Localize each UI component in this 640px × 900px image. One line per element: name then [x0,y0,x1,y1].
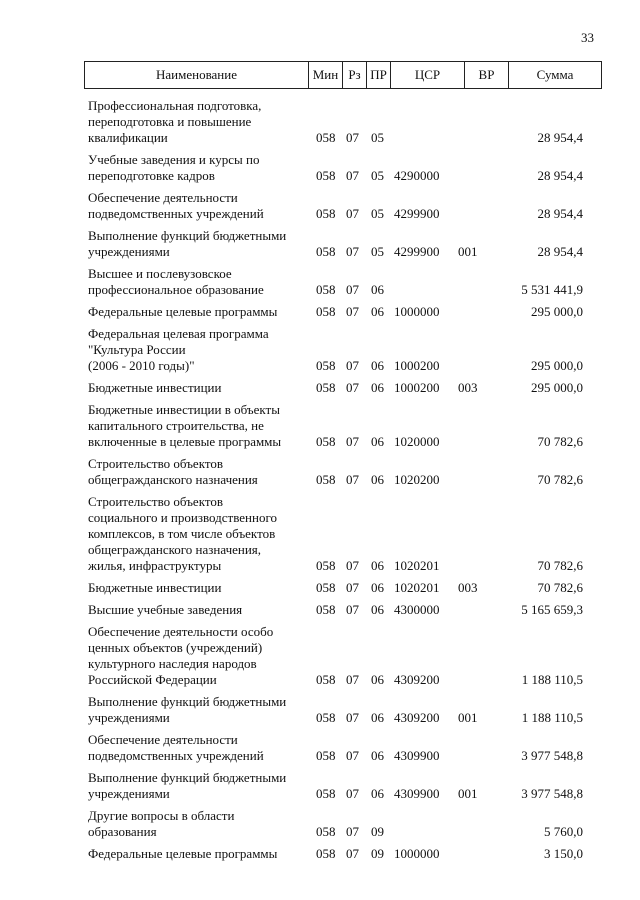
header-rz: Рз [343,62,367,88]
row-csr: 4299900 [394,244,440,259]
row-pr: 09 [371,846,384,861]
table-row [0,190,640,222]
row-rz: 07 [346,168,359,183]
row-pr: 09 [371,824,384,839]
row-sum: 295 000,0 [531,380,583,395]
row-sum: 28 954,4 [537,168,583,183]
row-pr: 06 [371,434,384,449]
row-csr: 1020201 [394,558,440,573]
table-header [84,61,602,89]
row-name: Другие вопросы в области образования [88,808,235,839]
row-rz: 07 [346,748,359,763]
row-rz: 07 [346,380,359,395]
row-csr: 1000000 [394,846,440,861]
row-sum: 3 977 548,8 [521,748,583,763]
table-row [0,602,640,618]
header-sum: Сумма [536,67,574,82]
row-sum: 28 954,4 [537,206,583,221]
row-pr: 06 [371,710,384,725]
row-rz: 07 [346,580,359,595]
row-pr: 06 [371,602,384,617]
row-name: Выполнение функций бюджетными учреждениями [88,228,287,259]
row-pr: 06 [371,380,384,395]
table-row [0,402,640,450]
row-pr: 06 [371,748,384,763]
table-row [0,380,640,396]
table-row [0,326,640,374]
row-name: Выполнение функций бюджетными учреждениями [88,770,287,801]
row-pr: 06 [371,672,384,687]
row-min: 058 [316,602,336,617]
row-name: Обеспечение деятельности особо ценных объектов (учреждений) культурного наследия народов Российской Федерации [88,624,274,687]
row-sum: 70 782,6 [537,472,583,487]
row-csr: 1000000 [394,304,440,319]
row-sum: 3 150,0 [544,846,583,861]
row-name: Строительство объектов общегражданского назначения [88,456,258,487]
row-sum: 5 760,0 [544,824,583,839]
table-row [0,304,640,320]
row-min: 058 [316,282,336,297]
row-min: 058 [316,824,336,839]
row-vr: 003 [458,380,478,395]
row-sum: 28 954,4 [537,130,583,145]
row-name: Федеральные целевые программы [88,304,278,319]
row-min: 058 [316,244,336,259]
row-csr: 4309200 [394,672,440,687]
row-csr: 1020201 [394,580,440,595]
row-min: 058 [316,846,336,861]
table-body [0,92,640,862]
table-row [0,494,640,574]
row-sum: 70 782,6 [537,434,583,449]
row-name: Строительство объектов социального и производственного комплексов, в том числе объектов общегражданского назначения, жилья, инфраструктуры [88,494,277,573]
row-min: 058 [316,304,336,319]
table-row [0,732,640,764]
table-row [0,228,640,260]
row-min: 058 [316,748,336,763]
row-pr: 06 [371,786,384,801]
table-row [0,98,640,146]
row-rz: 07 [346,434,359,449]
table-row [0,152,640,184]
row-vr: 001 [458,710,478,725]
row-rz: 07 [346,824,359,839]
row-name: Бюджетные инвестиции в объекты капитального строительства, не включенные в целевые программы [88,402,282,449]
table-row [0,580,640,596]
row-rz: 07 [346,358,359,373]
row-pr: 06 [371,304,384,319]
row-pr: 06 [371,358,384,373]
row-rz: 07 [346,602,359,617]
table-row [0,694,640,726]
row-min: 058 [316,710,336,725]
row-min: 058 [316,168,336,183]
row-sum: 1 188 110,5 [521,672,583,687]
row-rz: 07 [346,304,359,319]
row-pr: 06 [371,580,384,595]
row-vr: 001 [458,786,478,801]
row-csr: 1020200 [394,472,440,487]
row-rz: 07 [346,558,359,573]
row-min: 058 [316,380,336,395]
row-sum: 28 954,4 [537,244,583,259]
row-rz: 07 [346,672,359,687]
row-name: Обеспечение деятельности подведомственных учреждений [88,190,264,221]
row-pr: 05 [371,244,384,259]
row-csr: 4309900 [394,748,440,763]
table-row [0,266,640,298]
row-vr: 001 [458,244,478,259]
row-min: 058 [316,558,336,573]
row-pr: 06 [371,282,384,297]
row-rz: 07 [346,130,359,145]
row-rz: 07 [346,710,359,725]
table-row [0,624,640,688]
row-name: Обеспечение деятельности подведомственных учреждений [88,732,264,763]
row-csr: 4309900 [394,786,440,801]
row-rz: 07 [346,846,359,861]
header-min: Мин [309,62,343,88]
table-row [0,846,640,862]
table-row [0,770,640,802]
header-pr: ПР [367,62,391,88]
row-min: 058 [316,358,336,373]
row-pr: 05 [371,130,384,145]
row-csr: 4300000 [394,602,440,617]
table-row [0,456,640,488]
row-csr: 4309200 [394,710,440,725]
row-rz: 07 [346,786,359,801]
row-min: 058 [316,580,336,595]
row-pr: 06 [371,558,384,573]
row-csr: 1000200 [394,358,440,373]
header-vr: ВР [465,62,509,88]
row-pr: 06 [371,472,384,487]
row-sum: 295 000,0 [531,358,583,373]
row-name: Бюджетные инвестиции [88,380,222,395]
row-rz: 07 [346,282,359,297]
row-min: 058 [316,672,336,687]
row-name: Высшие учебные заведения [88,602,243,617]
page-number: 33 [581,30,594,45]
row-sum: 5 531 441,9 [521,282,583,297]
row-min: 058 [316,434,336,449]
row-min: 058 [316,130,336,145]
table-row [0,808,640,840]
row-min: 058 [316,206,336,221]
row-vr: 003 [458,580,478,595]
row-rz: 07 [346,206,359,221]
row-min: 058 [316,786,336,801]
row-pr: 05 [371,168,384,183]
row-name: Профессиональная подготовка, переподготовка и повышение квалификации [88,98,262,145]
row-name: Федеральная целевая программа "Культура России (2006 - 2010 годы)" [88,326,269,373]
row-sum: 1 188 110,5 [521,710,583,725]
row-rz: 07 [346,244,359,259]
row-sum: 5 165 659,3 [521,602,583,617]
row-sum: 3 977 548,8 [521,786,583,801]
row-name: Бюджетные инвестиции [88,580,222,595]
header-csr: ЦСР [391,62,465,88]
row-pr: 05 [371,206,384,221]
row-rz: 07 [346,472,359,487]
header-name: Наименование [85,62,309,88]
row-name: Выполнение функций бюджетными учреждениями [88,694,287,725]
row-name: Высшее и послевузовское профессиональное образование [88,266,264,297]
row-sum: 70 782,6 [537,558,583,573]
row-csr: 4299900 [394,206,440,221]
row-csr: 1020000 [394,434,440,449]
row-name: Учебные заведения и курсы по переподготовке кадров [88,152,260,183]
row-min: 058 [316,472,336,487]
row-name: Федеральные целевые программы [88,846,278,861]
row-sum: 70 782,6 [537,580,583,595]
row-csr: 1000200 [394,380,440,395]
row-csr: 4290000 [394,168,440,183]
row-sum: 295 000,0 [531,304,583,319]
